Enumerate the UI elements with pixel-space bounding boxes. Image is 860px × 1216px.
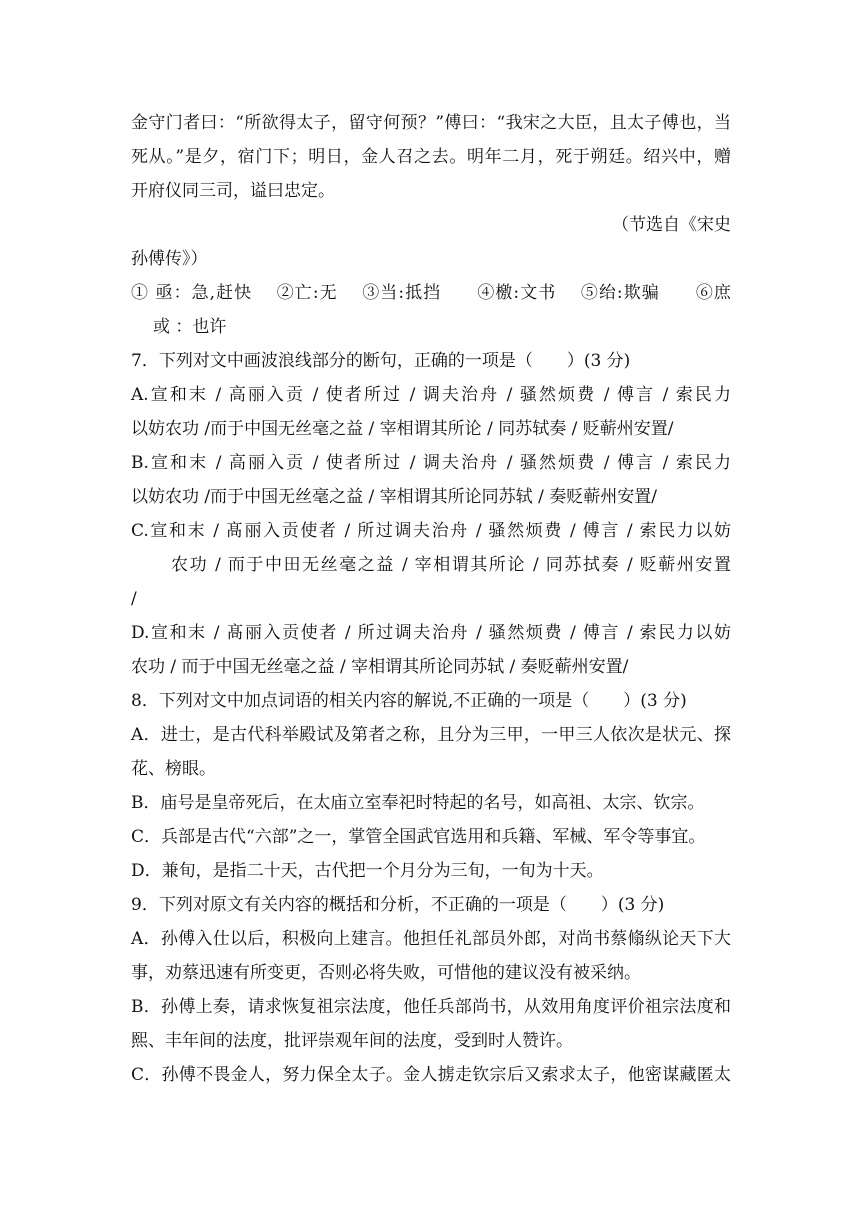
q9-option-b: B．孙傅上奏，请求恢复祖宗法度，他任兵部尚书，从效用角度评价祖宗法度和: [131, 997, 731, 1017]
q7-option-c: C.宣和末 / 髙丽入贡使者 / 所过调夫治舟 / 骚然烦费 / 傅言 / 索民力以妨: [131, 521, 731, 541]
question-9-stem: 9．下列对原文有关内容的概括和分析，不正确的一项是（ ）(3 分): [131, 895, 665, 915]
q7-option-a-cont: 以妨农功 /而于中国无丝毫之益 / 宰相谓其所论 / 同苏轼奏 / 贬蕲州安置/: [131, 419, 674, 439]
passage-line: 开府仪同三司，谥曰忠定。: [131, 181, 335, 201]
q9-option-a-cont: 事，劝蔡迅速有所变更，否则必将失败，可惜他的建议没有被采纳。: [131, 963, 641, 983]
document-page: [131, 106, 731, 1092]
q7-option-b-cont: 以妨农功 /而于中国无丝毫之益 / 宰相谓其所论同苏轼 / 奏贬蕲州安置/: [131, 487, 657, 507]
q8-option-d: D．兼旬，是指二十天，古代把一个月分为三旬，一旬为十天。: [131, 861, 604, 881]
q7-option-b: B.宣和末 / 高丽入贡 / 使者所过 / 调夫治舟 / 骚然烦费 / 傅言 / 索民力: [131, 453, 731, 473]
q7-option-c-cont: 农功 / 而于中田无丝毫之益 / 宰相谓其所论 / 同苏拭奏 / 贬蕲州安置: [171, 555, 731, 575]
q8-option-c: C．兵部是古代“六部”之一，掌管全国武官选用和兵籍、军械、军令等事宜。: [131, 827, 706, 847]
q7-option-d: D.宣和末 / 髙丽入贡使者 / 所过调夫治舟 / 骚然烦费 / 傅言 / 索民力以妨: [131, 623, 731, 643]
passage-line: 金守门者曰：“所欲得太子，留守何预？”傅曰：“我宋之大臣，且太子傅也，当: [131, 113, 731, 133]
q9-option-a: A．孙傅入仕以后，积极向上建言。他担任礼部员外郎，对尚书蔡翛纵论天下大: [131, 929, 731, 949]
passage-line: 死从。”是夕，宿门下；明日，金人召之去。明年二月，死于朔廷。绍兴中，赠: [131, 147, 731, 167]
q8-option-a-cont: 花、榜眼。: [131, 759, 216, 779]
q9-option-b-cont: 熙、丰年间的法度，批评崇观年间的法度，受到时人赞许。: [131, 1031, 573, 1051]
footnotes-cont: 或 ：也许: [153, 317, 227, 337]
footnotes: ① 亟：急,赶快 ②亡:无 ③当:抵挡 ④檄:文书 ⑤绐:欺骗 ⑥庶: [131, 283, 731, 303]
source-citation: （节选自《宋史: [612, 215, 731, 235]
question-7-stem: 7．下列对文中画波浪线部分的断句，正确的一项是（ ）(3 分): [131, 351, 631, 371]
q7-option-a: A.宣和末 / 高丽入贡 / 使者所过 / 调夫治舟 / 骚然烦费 / 傅言 / 索民力: [131, 385, 731, 405]
source-citation-cont: 孙傅传》）: [131, 249, 208, 269]
q8-option-b: B．庙号是皇帝死后，在太庙立室奉祀时特起的名号，如高祖、太宗、钦宗。: [131, 793, 705, 813]
q8-option-a: A．进士，是古代科举殿试及第者之称，且分为三甲，一甲三人依次是状元、探: [131, 725, 731, 745]
q7-option-c-cont: /: [131, 589, 137, 609]
question-8-stem: 8．下列对文中加点词语的相关内容的解说,不正确的一项是（ ）(3 分): [131, 691, 687, 711]
q7-option-d-cont: 农功 / 而于中国无丝毫之益 / 宰相谓其所论同苏轼 / 奏贬蕲州安置/: [131, 657, 629, 677]
q9-option-c: C．孙傅不畏金人，努力保全太子。金人掳走钦宗后又索求太子，他密谋藏匿太: [131, 1065, 731, 1085]
